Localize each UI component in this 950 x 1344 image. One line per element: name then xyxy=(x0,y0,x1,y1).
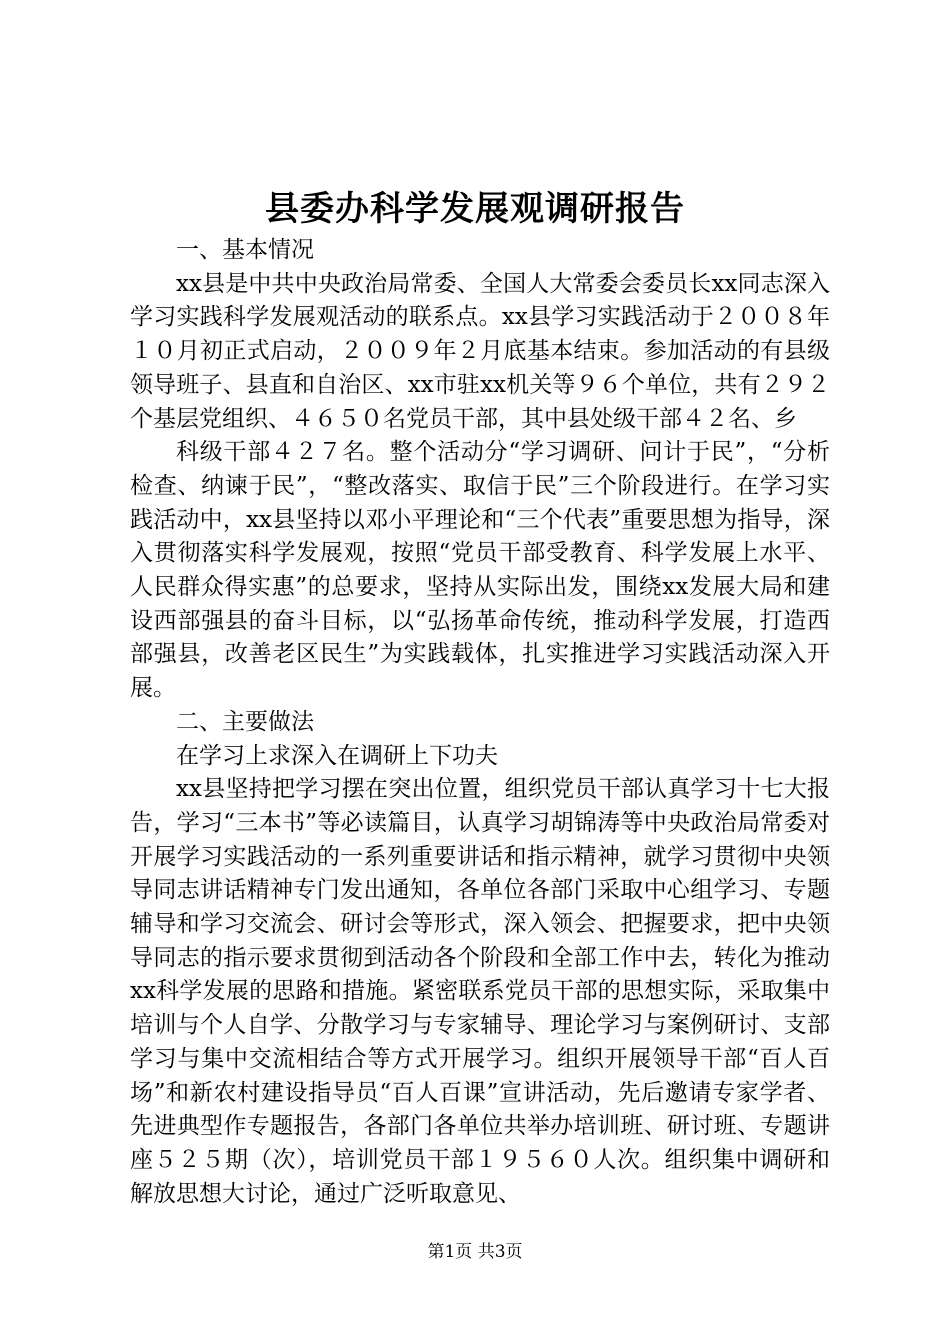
document-title: 县委办科学发展观调研报告 xyxy=(265,189,685,229)
paragraph: xx县坚持把学习摆在突出位置，组织党员干部认真学习十七大报告，学习“三本书”等必读篇目，认真学习胡锦涛等中央政治局常委对开展学习实践活动的一系列重要讲话和指示精神，就学习贯彻中央领导同志讲话精神专门发出通知，各单位各部门采取中心组学习、专题辅导和学习交流会、研讨会等形式，深入领会、把握要求，把中央领导同志的指示要求贯彻到活动各个阶段和全部工作中去，转化为推动xx科学发展的思路和措施。紧密联系党员干部的思想实际，采取集中培训与个人自学、分散学习与专家辅导、理论学习与案例研讨、支部学习与集中交流相结合等方式开展学习。组织开展领导干部“百人百场”和新农村建设指导员“百人百课”宣讲活动，先后邀请专家学者、先进典型作专题报告，各部门各单位共举办培训班、研讨班、专题讲座５２５期（次），培训党员干部１９５６０人次。组织集中调研和解放思想大讨论，通过广泛听取意见、 xyxy=(130,776,830,1207)
section-heading-basic-situation: 一、基本情况 xyxy=(176,237,314,263)
page-footer: 第1页 共3页 xyxy=(427,1242,523,1262)
document-body xyxy=(130,234,830,1211)
paragraph: xx县是中共中央政治局常委、全国人大常委会委员长xx同志深入学习实践科学发展观活动的联系点。xx县学习实践活动于２００８年１０月初正式启动，２００９年２月底基本结束。参加活动的有县级领导班子、县直和自治区、xx市驻xx机关等９６个单位，共有２９２个基层党组织、４６５０名党员干部，其中县处级干部４２名、乡 xyxy=(130,270,830,432)
section-heading-main-practices: 二、主要做法 xyxy=(176,708,314,735)
paragraph: 科级干部４２７名。整个活动分“学习调研、问计于民”，“分析检查、纳谏于民”，“整改落实、取信于民”三个阶段进行。在学习实践活动中，xx县坚持以邓小平理论和“三个代表”重要思想为指导，深入贯彻落实科学发展观，按照“党员干部受教育、科学发展上水平、人民群众得实惠”的总要求，坚持从实际出发，围绕xx发展大局和建设西部强县的奋斗目标，以“弘扬革命传统，推动科学发展，打造西部强县，改善老区民生”为实践载体，扎实推进学习实践活动深入开展。 xyxy=(130,439,830,702)
subsection-heading: 在学习上求深入在调研上下功夫 xyxy=(176,742,498,769)
